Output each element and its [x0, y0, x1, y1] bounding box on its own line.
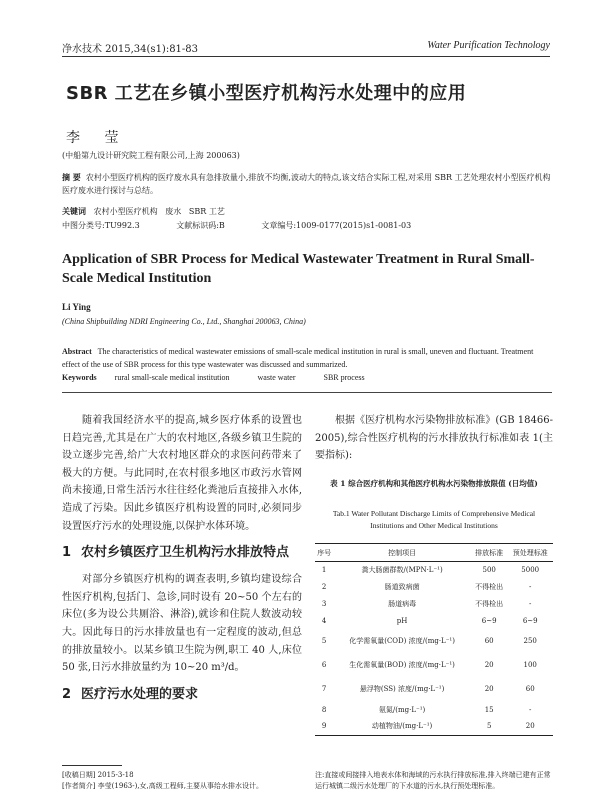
table-cell: 5000 [521, 565, 540, 574]
table-cell: 6~9 [522, 616, 538, 625]
table-cell: - [529, 599, 532, 608]
table-note: 注:直接或间接排入地表水体和海域的污水执行排放标准,排入终端已建有正常运行城镇二级污水处理厂的下水道的污水,执行预处理标准。 [315, 771, 551, 790]
table-cell: 2 [321, 582, 327, 591]
table-cell: 6~9 [481, 616, 497, 625]
table-row [315, 702, 553, 719]
table-cell: - [529, 582, 532, 591]
author-bio: [作者简介] 李莹(1963-),女,高级工程师,主要从事给水排水设计。 [62, 782, 264, 790]
table-cell: 肠道致病菌 [384, 582, 420, 591]
table-cell: 60 [484, 637, 494, 645]
table-cell: 1 [321, 565, 327, 574]
table-cell: 悬浮物(SS) 浓度/(mg·L⁻¹) [359, 685, 445, 693]
table-cell: 氨氮/(mg·L⁻¹) [378, 705, 426, 714]
standard-paragraph: 根据《医疗机构水污染物排放标准》(GB 18466-2005),综合性医疗机构的污水排放执行标准如表 1(主要指标): [315, 415, 553, 462]
table-row [315, 613, 553, 630]
table-cell: 60 [525, 685, 535, 693]
table-cell: 5 [321, 637, 327, 645]
table-cell: 肠道病毒 [388, 599, 417, 608]
table-caption-en: Tab.1 Water Pollutant Discharge Limits of Comprehensive Medical Institutions and Other Medical Institutions [332, 509, 536, 530]
table-cell: 动植物油/(mg·L⁻¹) [333, 719, 471, 736]
header-divider [62, 56, 550, 57]
article-number: 文章编号:1009-0177(2015)s1-0081-03 [261, 221, 412, 230]
section-divider [62, 392, 552, 393]
table-cell: 3 [321, 599, 327, 608]
table-cell: 5 [471, 719, 507, 736]
keyword-cn: 废水 [165, 207, 182, 216]
table-cell: 4 [321, 616, 327, 625]
table-cell: 化学需氧量(COD) 浓度/(mg·L⁻¹) [349, 637, 455, 645]
author-name: 李 莹 [66, 130, 129, 146]
left-column [62, 412, 302, 713]
table-cell: 20 [507, 719, 553, 736]
table-caption-cn: 表 1 综合医疗机构和其他医疗机构水污染物排放限值 (日均值) [330, 479, 538, 488]
journal-name-en: Water Purification Technology [427, 40, 550, 51]
table-cell: 20 [484, 685, 494, 693]
discharge-limits-table [315, 543, 553, 736]
table-row [315, 596, 553, 613]
table-cell: 8 [321, 705, 327, 714]
clc-number: 中图分类号:TU992.3 [62, 221, 140, 230]
section-1-paragraph: 对部分乡镇医疗机构的调查表明,乡镇均建设综合性医疗机构,包括门、急诊,同时设有 20~50 个左右的床位(多为设公共厕浴、淋浴),就诊和住院人数波动较大。因此每日的污水排放量也有一定程度的波动,但总的排放量较小。以某乡镇卫生院为例,职工 40 人,床位 50 张,日污水排放量约为 10~20 m³/d。 [62, 574, 302, 674]
abstract-en [62, 345, 552, 371]
col-header: 控制项目 [333, 544, 471, 562]
keyword-en: waste water [257, 373, 296, 382]
paper-title-en: Application of SBR Process for Medical Wastewater Treatment in Rural Small-Scale Medical Institution [62, 252, 535, 286]
classification-meta [62, 220, 552, 231]
keywords-en-label: Keywords [62, 373, 97, 382]
section-number: 2 [62, 686, 72, 702]
table-row [315, 654, 553, 678]
table-cell: 500 [482, 565, 496, 574]
section-2-heading [62, 685, 302, 705]
table-cell: 9 [315, 719, 333, 736]
keywords-cn [62, 206, 225, 217]
abstract-cn-label: 摘 要 [62, 172, 81, 182]
table-row [315, 562, 553, 579]
intro-paragraph: 随着我国经济水平的提高,城乡医疗体系的设置也日趋完善,尤其是在广大的农村地区,各级乡镇卫生院的设立逐步完善,给广大农村地区群众的求医问药带来了极大的方便。与此同时,在农村很多地区市政污水管网尚未接通,日常生活污水往往经化粪池后直接排入水体,造成了污染。因此乡镇医疗机构设置的同时,必须同步设置医疗污水的处理设施,以保护水体环境。 [62, 415, 302, 532]
paper-title: SBR 工艺在乡镇小型医疗机构污水处理中的应用 [66, 83, 467, 104]
table-cell: 不得检出 [475, 582, 504, 591]
col-header: 序号 [315, 544, 333, 562]
keyword-en: rural small-scale medical institution [114, 373, 230, 382]
affiliation: (中船第九设计研究院工程有限公司,上海 200063) [62, 151, 240, 160]
keywords-cn-label: 关键词 [62, 206, 86, 216]
col-header: 排放标准 [471, 544, 507, 562]
section-1-heading [62, 543, 302, 563]
abstract-cn [62, 171, 552, 197]
table-cell: 15 [484, 705, 494, 714]
table-row [315, 579, 553, 596]
abstract-cn-text: 农村小型医疗机构的医疗废水具有急排放量小,排放不均衡,波动大的特点,该文结合实际工程,对采用 SBR 工艺处理农村小型医疗机构医疗废水进行探讨与总结。 [62, 173, 551, 195]
table-cell: 7 [321, 685, 327, 693]
section-title: 农村乡镇医疗卫生机构污水排放特点 [81, 545, 290, 561]
table-header-row [315, 544, 553, 562]
keyword-en: SBR process [323, 373, 365, 382]
footnote [62, 770, 263, 792]
footnote-divider [62, 765, 122, 766]
table-cell: 250 [523, 637, 537, 645]
document-code: 文献标识码:B [176, 221, 225, 230]
table-cell: - [529, 705, 532, 714]
table-cell: 生化需氧量(BOD) 浓度/(mg·L⁻¹) [349, 661, 455, 669]
table-row [315, 719, 553, 736]
table-row [315, 678, 553, 702]
table-cell: 不得检出 [475, 599, 504, 608]
affiliation-en: (China Shipbuilding NDRI Engineering Co., Ltd., Shanghai 200063, China) [62, 317, 306, 326]
right-column [315, 412, 553, 465]
keyword-cn: 农村小型医疗机构 [93, 207, 158, 216]
keywords-en [62, 373, 391, 382]
abstract-en-label: Abstract [62, 347, 92, 356]
table-cell: pH [396, 616, 408, 625]
received-date: [收稿日期] 2015-3-18 [62, 771, 134, 779]
table-cell: 20 [484, 661, 494, 669]
section-number: 1 [62, 545, 72, 561]
table-row [315, 630, 553, 654]
table-cell: 100 [523, 661, 537, 669]
table-cell: 粪大肠菌群数/(MPN·L⁻¹) [361, 565, 443, 574]
abstract-en-text: The characteristics of medical wastewater emissions of small-scale medical institution in rural is small, uneven and fluctuant. Treatment effect of the use of SBR process for this type wastewater was discussed and summarized. [62, 347, 534, 369]
table-cell: 6 [321, 661, 327, 669]
author-name-en: Li Ying [62, 302, 91, 312]
col-header: 预处理标准 [507, 544, 553, 562]
keyword-cn: SBR 工艺 [188, 207, 225, 216]
section-title: 医疗污水处理的要求 [81, 686, 199, 702]
running-header [62, 40, 550, 54]
journal-citation: 净水技术 2015,34(s1):81-83 [62, 44, 199, 55]
